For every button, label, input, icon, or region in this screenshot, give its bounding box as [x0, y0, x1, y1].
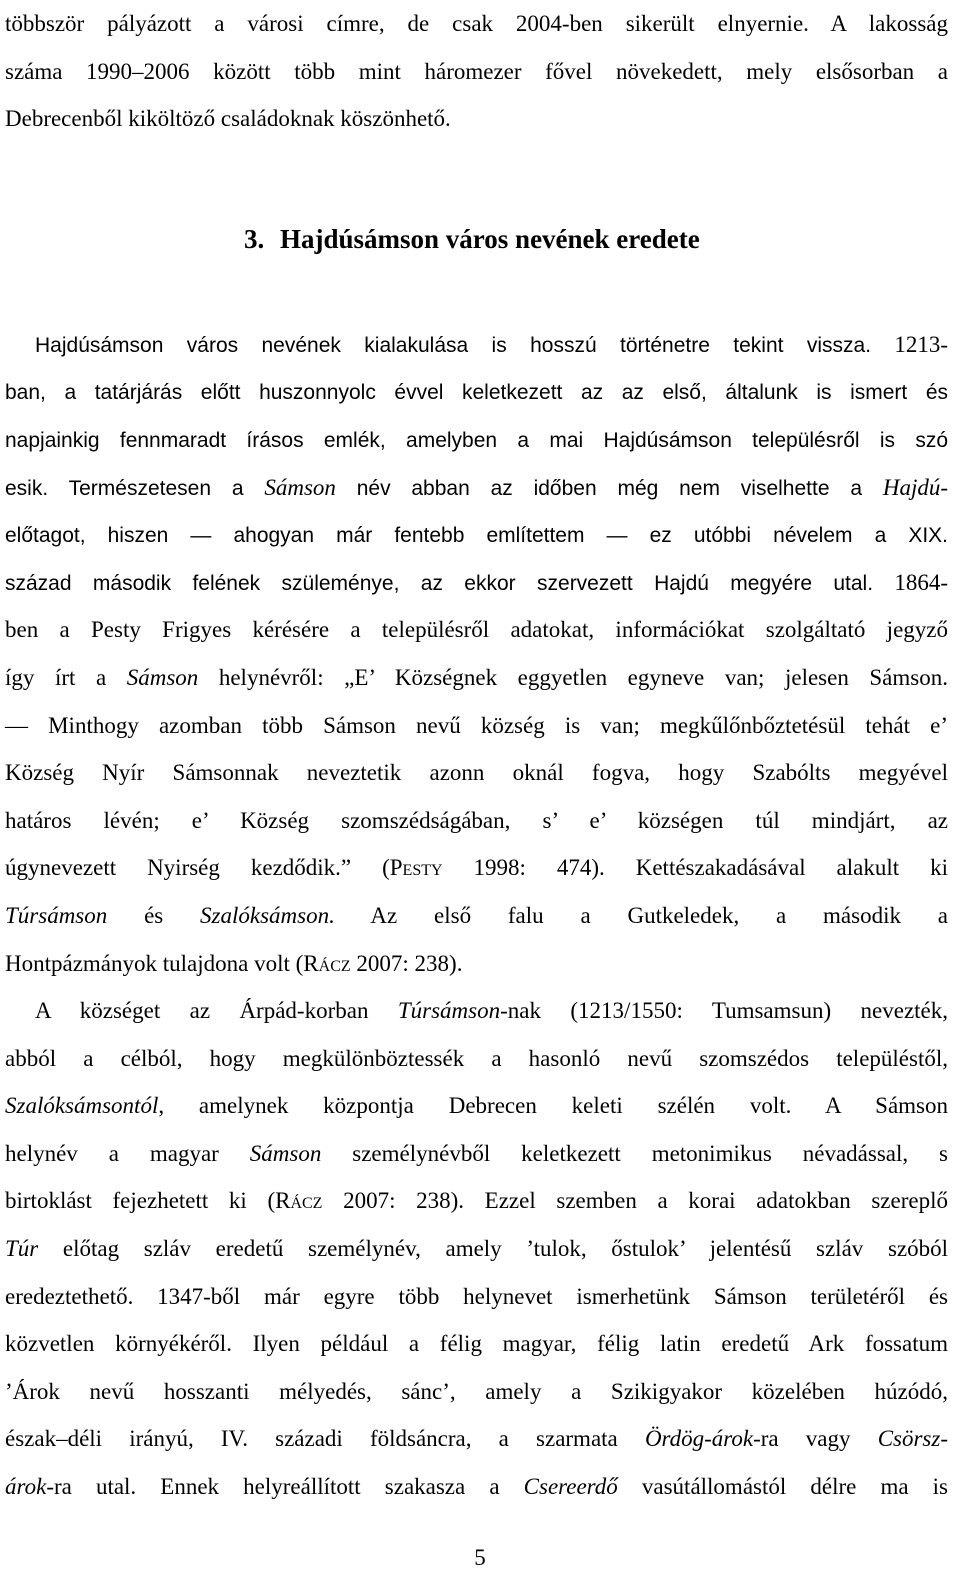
text-line: így írt a Sámson helynévről: „E’ Községnek eggyetlen egyneve van; jelesen Sámson. [5, 664, 948, 690]
text-line: eredeztethető. 1347-ből már egyre több helynevet ismerhetünk Sámson területéről és [5, 1283, 948, 1309]
text-line: Túr előtag szláv eredetű személynév, amely ’tulok, őstulok’ jelentésű szláv szóból [5, 1236, 948, 1262]
text-line: előtagot, hiszen ― ahogyan már fentebb említettem ― ez utóbbi névelem a XIX. [5, 524, 948, 548]
text-line: abból a célból, hogy megkülönböztessék a hasonló nevű szomszédos településtől, [5, 1045, 948, 1071]
text-line: ban, a tatárjárás előtt huszonnyolc évvel keletkezett az az első, általunk is ismert és [5, 381, 948, 405]
text-line: ― Minthogy azomban több Sámson nevű község is van; megkűlőnbőztetésül tehát e’ [5, 712, 948, 738]
text-line: A községet az Árpád-korban Túrsámson-nak (1213/1550: Tumsamsun) nevezték, [35, 998, 948, 1024]
page-number: 5 [474, 1545, 486, 1570]
section-number: 3. [244, 223, 265, 254]
text-line: száma 1990–2006 között több mint háromezer fővel növekedett, mely elsősorban a [5, 58, 948, 84]
text-line: Hajdúsámson város nevének kialakulása is hosszú történetre tekint vissza. 1213- [35, 331, 948, 357]
section-title: Hajdúsámson város nevének eredete [280, 223, 700, 254]
text-line: Debrecenből kiköltöző családoknak köszönhető. [5, 106, 451, 132]
text-line: Hontpázmányok tulajdona volt (Rácz 2007: 238). [5, 950, 463, 976]
text-line: ben a Pesty Frigyes kérésére a településről adatokat, információkat szolgáltató jegyző [5, 617, 948, 643]
text-line: birtoklást fejezhetett ki (Rácz 2007: 238). Ezzel szemben a korai adatokban szereplő [5, 1188, 948, 1214]
text-line: Község Nyír Sámsonnak neveztetik azonn oknál fogva, hogy Szabólts megyével [5, 760, 948, 786]
text-line: közvetlen környékéről. Ilyen például a félig magyar, félig latin eredetű Ark fossatum [5, 1331, 948, 1357]
text-line: többször pályázott a városi címre, de csak 2004-ben sikerült elnyernie. A lakosság [5, 11, 948, 36]
text-line: határos lévén; e’ Község szomszédságában, s’ e’ községen túl mindjárt, az [5, 807, 948, 833]
text-line: napjainkig fennmaradt írásos emlék, amelyben a mai Hajdúsámson településről is szó [5, 428, 948, 452]
text-line: észak–déli irányú, IV. századi földsáncra, a szarmata Ördög-árok-ra vagy Csörsz- [5, 1426, 948, 1452]
text-line: úgynevezett Nyirség kezdődik.” (Pesty 1998: 474). Kettészakadásával alakult ki [5, 855, 948, 881]
text-line: esik. Természetesen a Sámson név abban az időben még nem viselhette a Hajdú- [5, 474, 948, 500]
text-line: század második felének szüleménye, az ekkor szervezett Hajdú megyére utal. 1864- [5, 569, 948, 595]
text-line: árok-ra utal. Ennek helyreállított szakasza a Csereerdő vasútállomástól délre ma is [5, 1474, 948, 1500]
paragraph-etymology [5, 987, 948, 1511]
paragraph-origin [5, 321, 948, 987]
intro-paragraph [5, 0, 948, 143]
text-line: helynév a magyar Sámson személynévből keletkezett metonimikus névadással, s [5, 1140, 948, 1166]
document-page [5, 0, 948, 1511]
section-heading [5, 219, 948, 259]
text-line: ’Árok nevű hosszanti mélyedés, sánc’, amely a Szikigyakor közelében húzódó, [5, 1378, 948, 1404]
text-line: Szalóksámsontól, amelynek központja Debrecen keleti szélén volt. A Sámson [5, 1093, 948, 1119]
text-line: Túrsámson és Szalóksámson. Az első falu a Gutkeledek, a második a [5, 902, 948, 928]
